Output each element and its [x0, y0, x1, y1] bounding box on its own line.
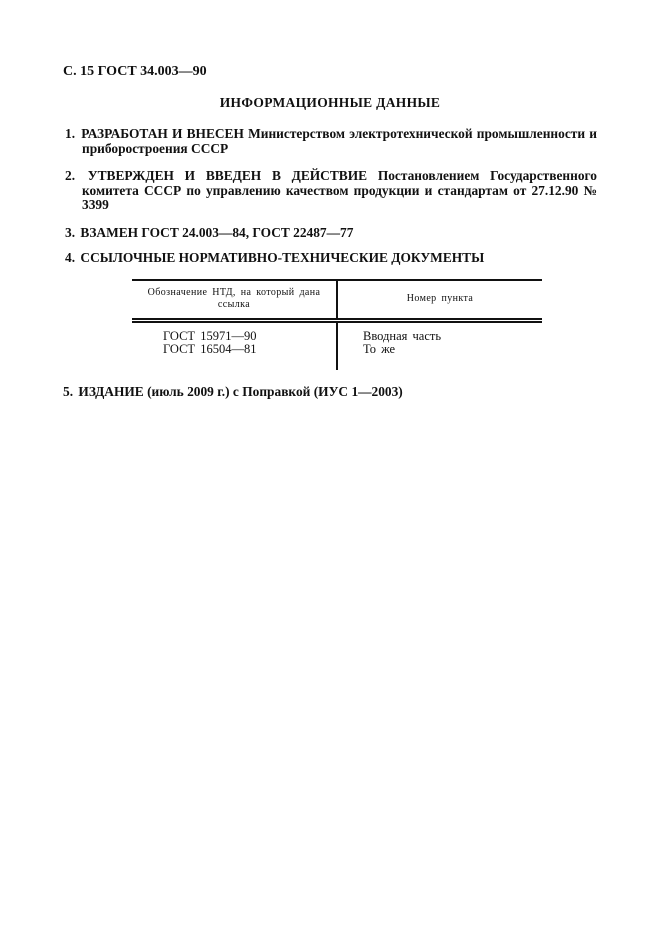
info-item-3	[65, 226, 597, 241]
page-header-label: С. 15 ГОСТ 34.003—90	[63, 64, 207, 79]
table-cell-clause: То же	[363, 342, 396, 356]
item-text: ВЗАМЕН ГОСТ 24.003—84, ГОСТ 22487—77	[80, 224, 354, 240]
document-title: ИНФОРМАЦИОННЫЕ ДАННЫЕ	[219, 95, 441, 110]
item-number: 1.	[65, 126, 76, 141]
item-text: ИЗДАНИЕ (июль 2009 г.) с Поправкой (ИУС 1—2003)	[78, 383, 403, 399]
info-item-4	[65, 251, 597, 266]
item-text: УТВЕРЖДЕН И ВВЕДЕН В ДЕЙСТВИЕ Постановлением Государственного комитета СССР по управлению качеством продукции и стандартам от 27.12.90 № 3399	[82, 168, 597, 212]
item-number: 2.	[65, 168, 76, 183]
table-cell-designation: ГОСТ 15971—90	[132, 320, 337, 343]
info-items-list	[63, 127, 597, 399]
info-item-1	[65, 127, 597, 156]
table-col-header-designation: Обозначение НТД, на который дана ссылка	[132, 280, 337, 321]
item-number: 3.	[65, 224, 76, 240]
reference-table-header	[132, 280, 542, 321]
item-text: ССЫЛОЧНЫЕ НОРМАТИВНО-ТЕХНИЧЕСКИЕ ДОКУМЕНТЫ	[80, 250, 485, 265]
table-header-row	[132, 280, 542, 321]
reference-table	[132, 279, 542, 370]
table-cell-designation: ГОСТ 16504—81	[132, 343, 337, 370]
reference-table-body	[132, 320, 542, 370]
table-cell-clause: Вводная часть	[363, 328, 442, 343]
item-text: РАЗРАБОТАН И ВНЕСЕН Министерством электротехнической промышленности и приборостроения СССР	[81, 126, 597, 156]
info-item-5	[63, 385, 597, 400]
item-number: 4.	[65, 250, 76, 265]
table-row	[132, 320, 542, 343]
table-row	[132, 343, 542, 370]
table-col-header-clause: Номер пункта	[337, 280, 542, 321]
item-number: 5.	[63, 383, 74, 399]
info-item-2	[65, 169, 597, 213]
